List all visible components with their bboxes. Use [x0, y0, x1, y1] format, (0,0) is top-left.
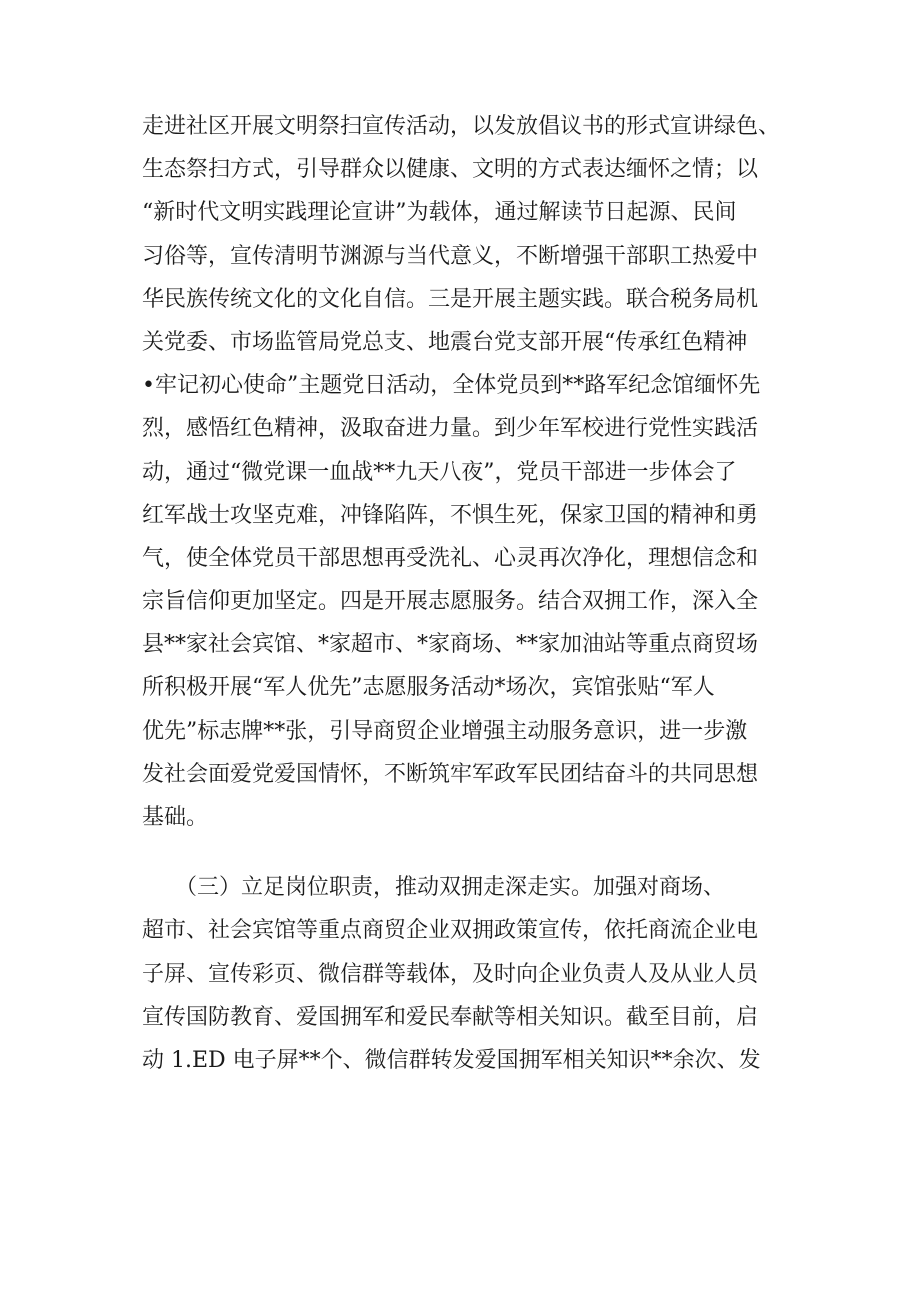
text-line: 华民族传统文化的文化自信。三是开展主题实践。联合税务局机	[142, 286, 759, 312]
text-line: 发社会面爱党爱国情怀，不断筑牢军政军民团结奋斗的共同思想	[142, 761, 759, 787]
text-line: （三）立足岗位职责，推动双拥走深走实。加强对商场、	[142, 875, 726, 901]
text-line: 基础。	[142, 805, 209, 830]
paragraph	[142, 105, 802, 839]
text-line: 子屏、宣传彩页、微信群等载体，及时向企业负责人及从业人员	[142, 961, 759, 987]
text-line: 县**家社会宾馆、*家超市、*家商场、**家加油站等重点商贸场	[142, 632, 759, 658]
text-line: 所积极开展“军人优先”志愿服务活动*场次，宾馆张贴“军人	[142, 675, 715, 701]
paragraph-gap	[142, 839, 802, 866]
text-line: “新时代文明实践理论宣讲”为载体，通过解读节日起源、民间	[142, 200, 737, 226]
text-line: 动，通过“微党课一血战**九天八夜”，党员干部进一步体会了	[142, 459, 737, 485]
text-line: 宗旨信仰更加坚定。四是开展志愿服务。结合双拥工作，深入全	[142, 589, 759, 615]
text-line: 红军战士攻坚克难，冲锋陷阵，不惧生死，保家卫国的精神和勇	[142, 502, 759, 528]
text-line: 生态祭扫方式，引导群众以健康、文明的方式表达缅怀之情；以	[142, 157, 759, 183]
text-line: 烈，感悟红色精神，汲取奋进力量。到少年军校进行党性实践活	[142, 416, 759, 442]
text-line: •牢记初心使命”主题党日活动，全体党员到**路军纪念馆缅怀先	[142, 373, 761, 399]
text-line: 气，使全体党员干部思想再受洗礼、心灵再次净化，理想信念和	[142, 545, 759, 571]
text-line: 优先”标志牌**张，引导商贸企业增强主动服务意识，进一步激	[142, 718, 748, 744]
text-line: 走进社区开展文明祭扫宣传活动，以发放倡议书的形式宣讲绿色、	[142, 114, 781, 139]
text-line: 习俗等，宣传清明节渊源与当代意义，不断增强干部职工热爱中	[142, 243, 759, 269]
text-line: 关党委、市场监管局党总支、地震台党支部开展“传承红色精神	[142, 329, 748, 355]
document-body	[142, 105, 802, 1082]
text-line: 宣传国防教育、爱国拥军和爱民奉献等相关知识。截至目前，启	[142, 1004, 759, 1030]
paragraph	[142, 866, 802, 1082]
text-line: 动 1.ED 电子屏**个、微信群转发爱国拥军相关知识**余次、发	[142, 1047, 761, 1073]
text-line: 超市、社会宾馆等重点商贸企业双拥政策宣传，依托商流企业电	[142, 918, 759, 944]
